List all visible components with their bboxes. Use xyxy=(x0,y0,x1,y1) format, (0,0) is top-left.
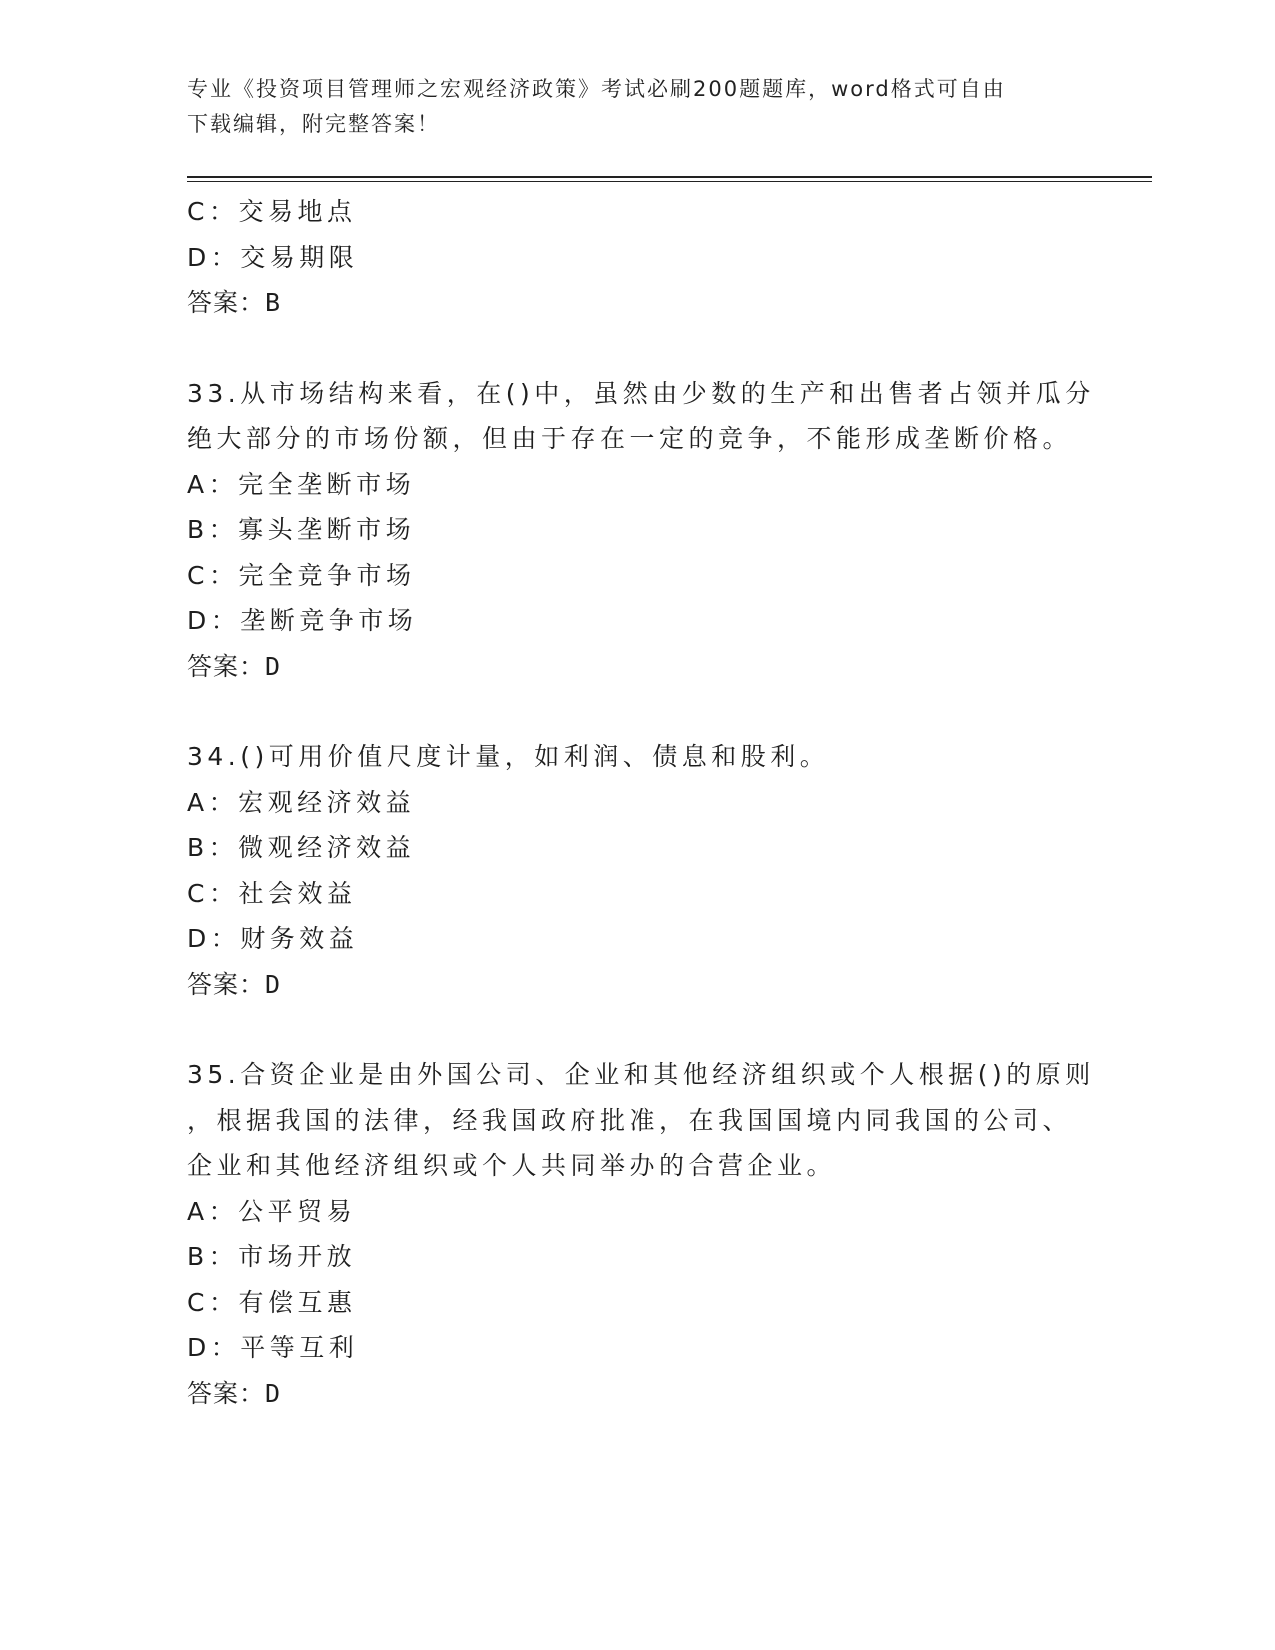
answer-line: 答案：D xyxy=(187,1378,282,1408)
option-c: C：交易地点 xyxy=(187,197,357,226)
option-b: B：微观经济效益 xyxy=(187,833,416,862)
answer-line: 答案：D xyxy=(187,969,282,999)
question-34 xyxy=(187,734,1152,1007)
answer-line: 答案：B xyxy=(187,288,282,317)
question-stem-line: 绝大部分的市场份额，但由于存在一定的竞争，不能形成垄断价格。 xyxy=(187,424,1073,453)
question-stem-line: ，根据我国的法律，经我国政府批准，在我国国境内同我国的公司、 xyxy=(187,1105,1073,1135)
question-33 xyxy=(187,371,1152,690)
option-c: C：有偿互惠 xyxy=(187,1287,357,1317)
question-stem-line: 35.合资企业是由外国公司、企业和其他经济组织或个人根据()的原则 xyxy=(187,1060,1095,1089)
document-body xyxy=(187,189,1152,1416)
page-header xyxy=(187,72,1087,142)
previous-question-tail xyxy=(187,189,1152,326)
option-b: B：寡头垄断市场 xyxy=(187,515,416,544)
header-divider-thick xyxy=(187,176,1152,178)
option-d: D：财务效益 xyxy=(187,924,359,953)
header-line-2: 下载编辑，附完整答案！ xyxy=(187,112,440,136)
option-a: A：完全垄断市场 xyxy=(187,469,416,499)
question-stem-line: 33.从市场结构来看，在()中，虽然由少数的生产和出售者占领并瓜分 xyxy=(187,378,1095,408)
question-stem-line: 34.()可用价值尺度计量，如利润、债息和股利。 xyxy=(187,742,830,771)
option-a: A：公平贸易 xyxy=(187,1196,357,1226)
option-b: B：市场开放 xyxy=(187,1242,357,1271)
option-c: C：社会效益 xyxy=(187,878,357,908)
option-d: D：交易期限 xyxy=(187,242,359,272)
option-d: D：平等互利 xyxy=(187,1333,359,1362)
question-stem-line: 企业和其他经济组织或个人共同举办的合营企业。 xyxy=(187,1151,837,1180)
option-a: A：宏观经济效益 xyxy=(187,787,416,817)
question-35 xyxy=(187,1052,1152,1416)
answer-line: 答案：D xyxy=(187,651,282,681)
option-c: C：完全竞争市场 xyxy=(187,560,416,590)
option-d: D：垄断竞争市场 xyxy=(187,606,418,635)
header-divider-thin xyxy=(187,181,1152,182)
header-line-1: 专业《投资项目管理师之宏观经济政策》考试必刷200题题库，word格式可自由 xyxy=(187,77,1006,101)
